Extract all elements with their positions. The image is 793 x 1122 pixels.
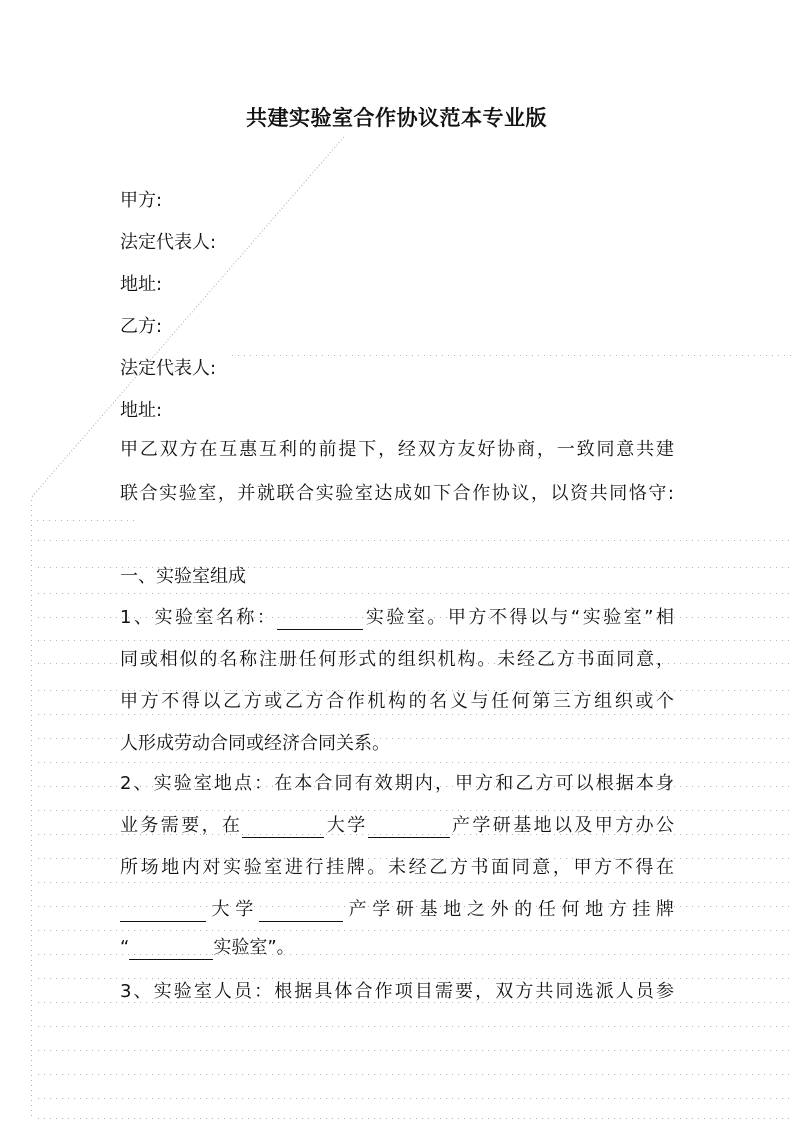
clause-2-text: “ [120, 937, 130, 958]
base-name-blank [368, 817, 450, 838]
clause-2-line: 2、实验室地点：在本合同有效期内，甲方和乙方可以根据本身 [120, 773, 674, 794]
party-b-address-label: 地址: [120, 400, 163, 421]
university-blank [120, 901, 206, 922]
university-blank [242, 817, 324, 838]
lab-name-blank [277, 609, 363, 630]
party-a-address-label: 地址: [120, 274, 163, 295]
clause-2-text: 实验室”。 [213, 937, 295, 958]
party-b-representative-label: 法定代表人: [120, 358, 217, 379]
clause-1-prefix: 1、实验室名称： [120, 607, 278, 628]
intro-paragraph-line: 甲乙双方在互惠互利的前提下，经双方友好协商，一致同意共建 [120, 439, 674, 460]
clause-2-text: 大学 [206, 899, 259, 920]
clause-2-text: 产学研基地以及甲方办公 [449, 815, 675, 836]
clause-2-line [120, 814, 674, 838]
section-heading: 一、实验室组成 [120, 566, 246, 587]
base-name-blank [259, 901, 343, 922]
clause-1-line: 同或相似的名称注册任何形式的组织机构。未经乙方书面同意， [120, 649, 674, 670]
clause-2-text: 产学研基地之外的任何地方挂牌 [342, 899, 675, 920]
party-a-representative-label: 法定代表人: [120, 232, 217, 253]
clause-2-line [120, 898, 674, 922]
clause-1-suffix: 实验室。甲方不得以与“实验室”相 [363, 607, 674, 628]
clause-2-line: 所场地内对实验室进行挂牌。未经乙方书面同意，甲方不得在 [120, 857, 674, 878]
document-title: 共建实验室合作协议范本专业版 [246, 106, 547, 130]
clause-1-line [120, 606, 674, 630]
clause-2-text: 业务需要，在 [120, 815, 243, 836]
intro-paragraph-line: 联合实验室，并就联合实验室达成如下合作协议，以资共同恪守: [120, 483, 674, 504]
clause-2-line [120, 936, 295, 960]
party-b-label: 乙方: [120, 316, 163, 337]
lab-name-blank [129, 939, 213, 960]
clause-1-line: 甲方不得以乙方或乙方合作机构的名义与任何第三方组织或个 [120, 691, 674, 712]
clause-1-line: 人形成劳动合同或经济合同关系。 [120, 733, 390, 754]
clause-2-text: 大学 [324, 815, 368, 836]
clause-3-line: 3、实验室人员：根据具体合作项目需要，双方共同选派人员参 [120, 981, 674, 1002]
party-a-label: 甲方: [120, 190, 163, 211]
